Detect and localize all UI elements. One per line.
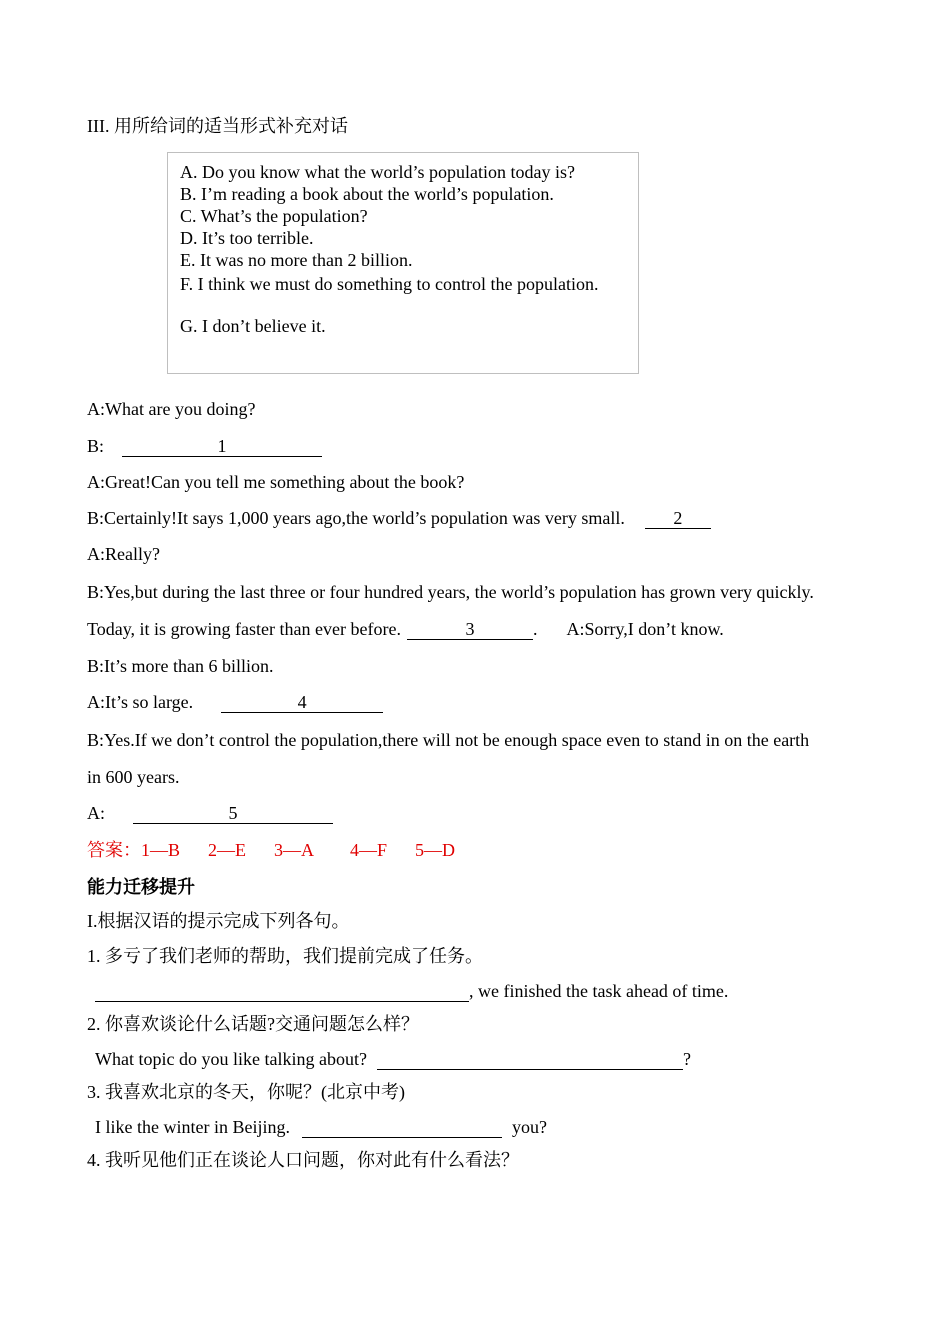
answer-label: 答案： xyxy=(87,840,141,860)
question-3-tail: you? xyxy=(511,1117,547,1137)
dialogue-line-3: A:Great!Can you tell me something about the book? xyxy=(87,472,465,492)
dialogue-line-7-tail: A:Sorry,I don’t know. xyxy=(566,619,724,639)
question-3-head: I like the winter in Beijing. xyxy=(95,1117,290,1137)
blank-1-number: 1 xyxy=(217,436,227,456)
answer-1: 1—B xyxy=(141,840,181,860)
answer-4: 4—F xyxy=(350,840,388,860)
dialogue-line-9 xyxy=(87,693,383,713)
blank-5[interactable] xyxy=(133,804,333,824)
answer-3: 3—A xyxy=(274,840,315,860)
blank-4-number: 4 xyxy=(297,692,307,712)
option-c: C. What’s the population? xyxy=(180,206,368,226)
answer-2: 2—E xyxy=(208,840,247,860)
dialogue-line-10: B:Yes.If we don’t control the population,there will not be enough space even to stand in on the earth xyxy=(87,730,810,750)
question-2-english xyxy=(95,1050,691,1070)
question-1-english xyxy=(95,982,728,1002)
blank-3-number: 3 xyxy=(465,619,475,639)
blank-4[interactable] xyxy=(221,693,383,713)
question-2-tail: ? xyxy=(682,1049,691,1069)
dialogue-line-11: in 600 years. xyxy=(87,767,180,787)
option-g: G. I don’t believe it. xyxy=(180,316,326,336)
question-2-head: What topic do you like talking about? xyxy=(95,1049,367,1069)
dialogue-line-9-text: A:It’s so large. xyxy=(87,692,194,712)
dialogue-line-2 xyxy=(87,437,322,457)
question-2-blank[interactable] xyxy=(377,1050,683,1070)
option-e: E. It was no more than 2 billion. xyxy=(180,250,413,270)
option-d: D. It’s too terrible. xyxy=(180,228,314,248)
question-1-blank[interactable] xyxy=(95,982,469,1002)
speaker-b: B: xyxy=(87,436,105,456)
answer-key xyxy=(87,841,455,859)
section2-title: 能力迁移提升 xyxy=(87,877,195,897)
blank-2-number: 2 xyxy=(673,508,683,528)
blank-5-number: 5 xyxy=(228,803,238,823)
dialogue-line-7-text: Today, it is growing faster than ever before. xyxy=(87,619,401,639)
dialogue-line-5: A:Really? xyxy=(87,544,160,564)
blank-2[interactable] xyxy=(645,509,711,529)
dialogue-line-4 xyxy=(87,509,711,529)
dialogue-line-8: B:It’s more than 6 billion. xyxy=(87,656,274,676)
question-1-tail: , we finished the task ahead of time. xyxy=(469,981,729,1001)
option-f: F. I think we must do something to control the population. xyxy=(180,274,599,294)
dialogue-line-7-period: . xyxy=(532,619,538,639)
dialogue-line-7 xyxy=(87,620,724,640)
dialogue-line-12 xyxy=(87,804,333,824)
question-2-chinese: 2. 你喜欢谈论什么话题?交通问题怎么样？ xyxy=(87,1014,419,1034)
options-box xyxy=(167,152,639,374)
dialogue-line-1: A:What are you doing? xyxy=(87,399,256,419)
answer-5: 5—D xyxy=(415,840,456,860)
section2-subtitle: I.根据汉语的提示完成下列各句。 xyxy=(87,911,350,931)
blank-3[interactable] xyxy=(407,620,533,640)
section-title: III. 用所给词的适当形式补充对话 xyxy=(87,116,348,136)
option-a: A. Do you know what the world’s population today is? xyxy=(180,162,575,182)
speaker-a: A: xyxy=(87,803,105,823)
question-3-chinese: 3. 我喜欢北京的冬天，你呢？(北京中考) xyxy=(87,1082,405,1102)
question-3-blank[interactable] xyxy=(302,1118,502,1138)
dialogue-line-6: B:Yes,but during the last three or four hundred years, the world’s population has grown very quickly. xyxy=(87,582,814,602)
dialogue-line-4-text: B:Certainly!It says 1,000 years ago,the world’s population was very small. xyxy=(87,508,625,528)
blank-1[interactable] xyxy=(122,437,322,457)
question-1-chinese: 1. 多亏了我们老师的帮助，我们提前完成了任务。 xyxy=(87,946,483,966)
option-b: B. I’m reading a book about the world’s population. xyxy=(180,184,554,204)
question-3-english xyxy=(95,1118,547,1138)
question-4-chinese: 4. 我听见他们正在谈论人口问题，你对此有什么看法？ xyxy=(87,1150,519,1170)
